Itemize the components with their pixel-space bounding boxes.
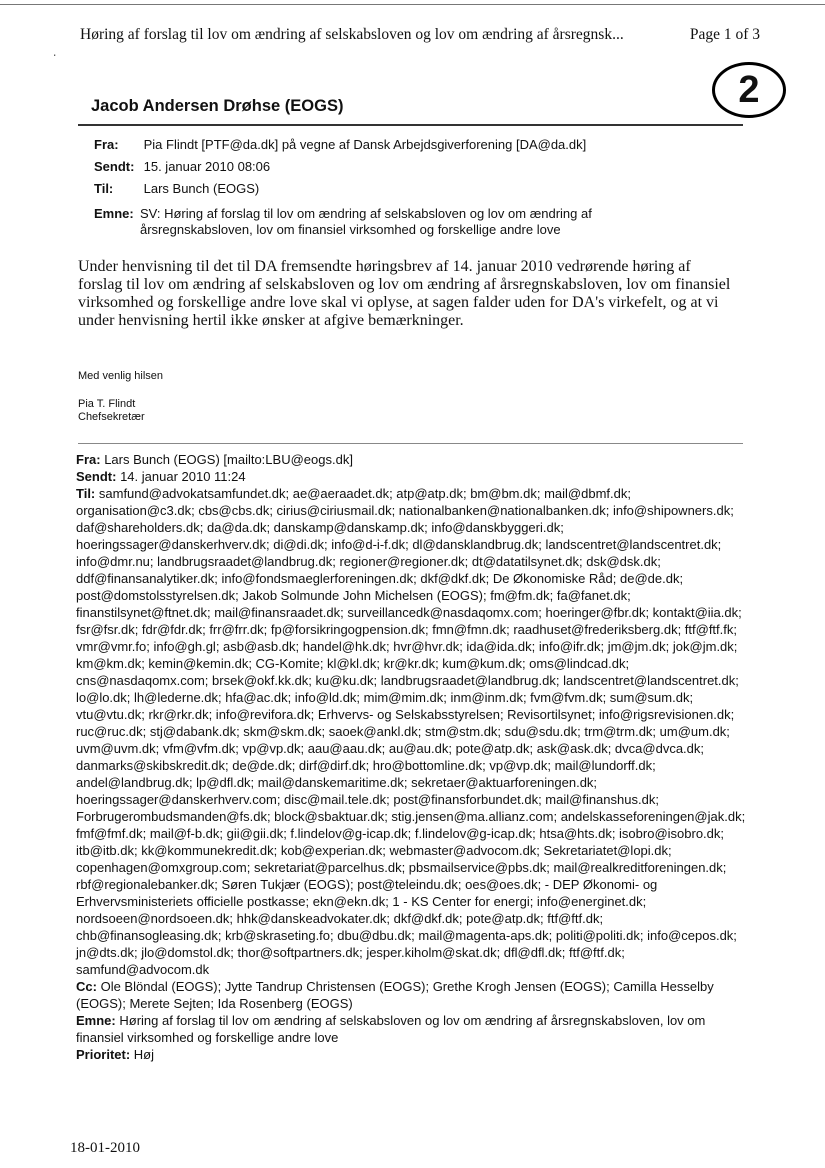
- email-from-value: Pia Flindt [PTF@da.dk] på vegne af Dansk Arbejdsgiverforening [DA@da.dk]: [143, 137, 587, 152]
- fwd-subject-label: Emne:: [76, 1013, 116, 1028]
- handwritten-number-stamp: [712, 62, 786, 118]
- fwd-priority-label: Prioritet:: [76, 1047, 131, 1062]
- fwd-sent-label: Sendt:: [76, 469, 117, 484]
- top-edge-rule: [0, 4, 825, 5]
- forwarded-message-header: [76, 451, 748, 1063]
- print-header-page: Page 1 of 3: [689, 26, 760, 43]
- fwd-to-value: samfund@advokatsamfundet.dk; ae@aeraadet.dk; atp@atp.dk; bm@bm.dk; mail@dbmf.dk; organisation@c3.dk; cbs@cbs.dk; cirius@ciriusmail.dk; nationalbanken@nationalbanken.dk; info@shipowners.dk; daf@shareholders.dk; da@da.dk; danskamp@danskamp.dk; info@danskbyggeri.dk; hoeringssager@danskerhverv.dk; di@di.dk; info@d-i-f.dk; dl@dansklandbrug.dk; landscentret@landscentret.dk; info@dmr.nu; landbrugsraadet@landbrug.dk; regioner@regioner.dk; dt@datatilsynet.dk; dsk@dsk.dk; ddf@finansanalytiker.dk; info@fondsmaeglerforeningen.dk; dkf@dkf.dk; De Økonomiske Råd; de@de.dk; post@domstolsstyrelsen.dk; Jakob Solmunde John Michelsen (EOGS); fm@fm.dk; fa@fanet.dk; finanstilsynet@ftnet.dk; mail@finansraadet.dk; surveillancedk@nasdaqomx.com; hoeringer@fbr.dk; kontakt@iia.dk; fsr@fsr.dk; fdr@fdr.dk; frr@frr.dk; fp@forsikringogpension.dk; fmn@fmn.dk; raadhuset@frederiksberg.dk; ftf@ftf.fk; vmr@vmr.fo; info@gh.gl; asb@asb.dk; handel@hk.dk; hvr@hvr.dk; ida@ida.dk; info@ifr.dk; jm@jm.dk; jok@jm.dk; km@km.dk; kemin@kemin.dk; CG-Komite; kl@kl.dk; kr@kr.dk; kum@kum.dk; oms@lindcad.dk; cns@nasdaqomx.com; brsek@okf.kk.dk; ku@ku.dk; landbrugsraadet@landbrug.dk; landscentret@landscentret.dk; lo@lo.dk; lh@lederne.dk; hfa@ac.dk; info@ld.dk; mim@mim.dk; inm@inm.dk; fvm@fvm.dk; sum@sum.dk; vtu@vtu.dk; rkr@rkr.dk; info@revifora.dk; Erhvervs- og Selskabsstyrelsen; Revisortilsynet; info@rigsrevisionen.dk; ruc@ruc.dk; stj@dabank.dk; skm@skm.dk; saoek@ankl.dk; stm@stm.dk; sdu@sdu.dk; trm@trm.dk; um@um.dk; uvm@uvm.dk; vfm@vfm.dk; vp@vp.dk; aau@aau.dk; au@au.dk; pote@atp.dk; ask@ask.dk; dvca@dvca.dk; danmarks@skibskredit.dk; de@de.dk; dirf@dirf.dk; hro@bottomline.dk; vp@vp.dk; mail@lundorff.dk; andel@landbrug.dk; lp@dfl.dk; mail@danskemaritime.dk; sekretaer@aktuarforeningen.dk; hoeringssager@danskerhverv.com; disc@mail.tele.dk; post@finansforbundet.dk; mail@finanshus.dk; Forbrugerombudsmanden@fs.dk; block@sbaktuar.dk; stig.jensen@ma.allianz.com; andelskasseforeningen@jak.dk; fmf@fmf.dk; mail@f-b.dk; gii@gii.dk; f.lindelov@g-icap.dk; f.lindelov@g-icap.dk; htsa@hts.dk; isobro@isobro.dk; itb@itb.dk; kk@kommunekredit.dk; kob@experian.dk; webmaster@advocom.dk; Sekretariatet@lopi.dk; copenhagen@omxgroup.com; sekretariat@parcelhus.dk; pbsmailservice@pbs.dk; mail@realkreditforeningen.dk; rbf@regionalebanker.dk; Søren Tukjær (EOGS); post@teleindu.dk; oes@oes.dk; - DEP Økonomi- og Erhvervsministeriets officielle postkasse; ekn@ekn.dk; 1 - KS Center for energi; info@energinet.dk; nordsoeen@nordsoeen.dk; hhk@danskeadvokater.dk; dkf@dkf.dk; pote@atp.dk; ftf@ftf.dk; chb@finansogleasing.dk; krb@skraseting.fo; dbu@dbu.dk; mail@magenta-aps.dk; politi@politi.dk; info@cepos.dk; jn@dts.dk; jlo@domstol.dk; thor@softpartners.dk; jesper.kiholm@skat.dk; dfl@dfl.dk; ftf@ftf.dk; samfund@advocom.dk: [76, 486, 746, 977]
- email-body: Under henvisning til det til DA fremsendte høringsbrev af 14. januar 2010 vedrørende høring af forslag til lov om ændring af selskabsloven og lov om ændring af årsregnskabsloven, lov om finansiel virksomhed og forskellige andre love skal vi oplyse, at sagen falder uden for DA's virkefelt, og at vi under henvisning hertil ikke ønsker at afgive bemærkninger.: [78, 258, 731, 329]
- email-to-value: Lars Bunch (EOGS): [143, 181, 260, 196]
- margin-mark: ٠: [52, 50, 58, 61]
- fwd-cc-value: Ole Blöndal (EOGS); Jytte Tandrup Christensen (EOGS); Grethe Krogh Jensen (EOGS); Camilla Hesselby (EOGS); Merete Sejten; Ida Rosenberg (EOGS): [76, 979, 714, 1011]
- email-subject-label: Emne:: [94, 206, 134, 221]
- forward-divider: [78, 443, 743, 444]
- mailbox-owner-name: Jacob Andersen Drøhse (EOGS): [91, 97, 344, 115]
- signature-title: Chefsekretær: [78, 411, 145, 423]
- email-to-row: [94, 180, 259, 197]
- fwd-subject-value: Høring af forslag til lov om ændring af selskabsloven og lov om ændring af årsregnskabsloven, lov om finansiel virksomhed og forskellige andre love: [76, 1013, 706, 1045]
- closing-greeting: Med venlig hilsen: [78, 370, 163, 382]
- fwd-cc-label: Cc:: [76, 979, 97, 994]
- signature-name: Pia T. Flindt: [78, 398, 136, 410]
- fwd-sent-row: [76, 468, 748, 485]
- fwd-from-value: Lars Bunch (EOGS) [mailto:LBU@eogs.dk]: [104, 452, 353, 467]
- fwd-to-label: Til:: [76, 486, 96, 501]
- print-header-title: Høring af forslag til lov om ændring af selskabsloven og lov om ændring af årsregnsk...: [80, 26, 624, 43]
- email-sent-row: [94, 158, 270, 175]
- fwd-cc-row: [76, 978, 748, 1012]
- fwd-priority-row: [76, 1046, 748, 1063]
- email-from-row: [94, 136, 586, 153]
- stamp-number: 2: [738, 69, 760, 111]
- header-divider: [78, 124, 743, 126]
- email-subject-row: [94, 206, 654, 238]
- email-from-label: Fra:: [94, 137, 119, 152]
- fwd-from-row: [76, 451, 748, 468]
- fwd-sent-value: 14. januar 2010 11:24: [120, 469, 246, 484]
- email-sent-value: 15. januar 2010 08:06: [143, 159, 271, 174]
- fwd-priority-value: Høj: [133, 1047, 155, 1062]
- fwd-to-row: [76, 485, 748, 978]
- print-date: 18-01-2010: [70, 1140, 140, 1156]
- fwd-from-label: Fra:: [76, 452, 101, 467]
- fwd-subject-row: [76, 1012, 748, 1046]
- print-header: [80, 26, 760, 44]
- email-sent-label: Sendt:: [94, 159, 135, 174]
- email-to-label: Til:: [94, 181, 114, 196]
- email-subject-value: SV: Høring af forslag til lov om ændring af selskabsloven og lov om ændring af årsregnskabsloven, lov om finansiel virksomhed og forskellige andre love: [140, 206, 592, 237]
